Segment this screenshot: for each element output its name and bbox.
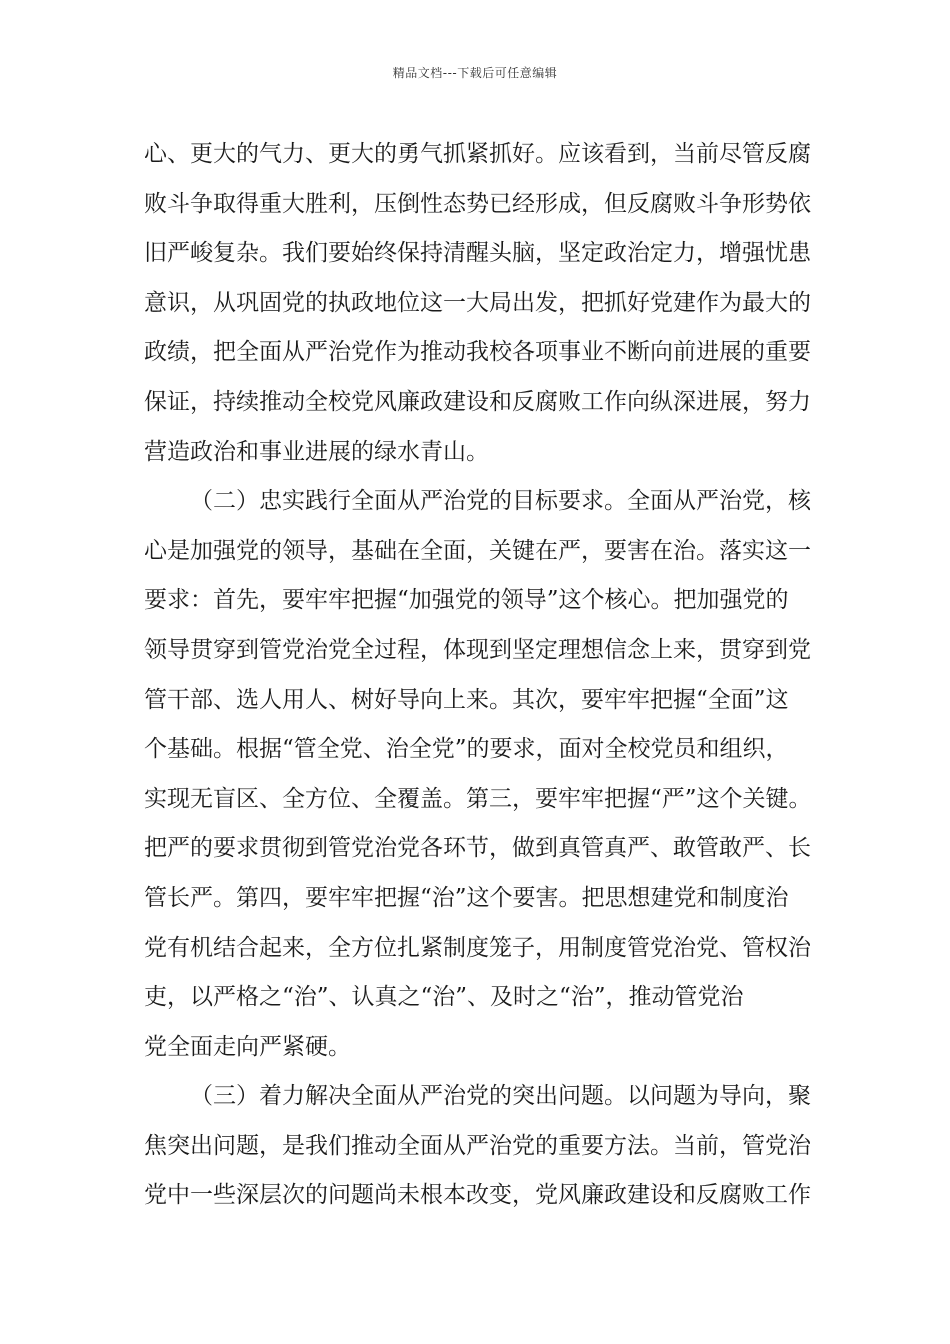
- text-line: 心是加强党的领导，基础在全面，关键在严，要害在治。落实这一: [144, 537, 811, 564]
- text-line: 要求：首先，要牢牢把握“加强党的领导”这个核心。把加强党的: [144, 587, 789, 614]
- text-line: 意识，从巩固党的执政地位这一大局出发，把抓好党建作为最大的: [144, 289, 811, 316]
- paragraph: [144, 477, 834, 1072]
- text-line: （三）着力解决全面从严治党的突出问题。以问题为导向，聚: [190, 1083, 811, 1110]
- text-line: 党全面走向严紧硬。: [144, 1033, 351, 1060]
- text-line: （二）忠实践行全面从严治党的目标要求。全面从严治党，核: [190, 488, 811, 515]
- text-line: 党有机结合起来，全方位扎紧制度笼子，用制度管党治党、管权治: [144, 934, 811, 961]
- text-line: 败斗争取得重大胜利，压倒性态势已经形成，但反腐败斗争形势依: [144, 190, 811, 217]
- text-line: 旧严峻复杂。我们要始终保持清醒头脑，坚定政治定力，增强忧患: [144, 240, 811, 267]
- paragraph: [144, 130, 834, 477]
- text-line: 吏，以严格之“治”、认真之“治”、及时之“治”，推动管党治: [144, 984, 744, 1011]
- text-line: 把严的要求贯彻到管党治党各环节，做到真管真严、敢管敢严、长: [144, 835, 811, 862]
- text-line: 个基础。根据“管全党、治全党”的要求，面对全校党员和组织，: [144, 736, 789, 763]
- text-line: 政绩，把全面从严治党作为推动我校各项事业不断向前进展的重要: [144, 339, 811, 366]
- text-line: 营造政治和事业进展的绿水青山。: [144, 438, 489, 465]
- text-line: 领导贯穿到管党治党全过程，体现到坚定理想信念上来，贯穿到党: [144, 636, 811, 663]
- page-header: 精品文档---下载后可任意编辑: [392, 66, 558, 80]
- paragraph: [144, 1072, 834, 1221]
- text-line: 保证，持续推动全校党风廉政建设和反腐败工作向纵深进展，努力: [144, 388, 811, 415]
- document-body: [144, 130, 834, 1221]
- text-line: 焦突出问题，是我们推动全面从严治党的重要方法。当前，管党治: [144, 1132, 811, 1159]
- text-line: 管干部、选人用人、树好导向上来。其次，要牢牢把握“全面”这: [144, 686, 789, 713]
- text-line: 心、更大的气力、更大的勇气抓紧抓好。应该看到，当前尽管反腐: [144, 141, 811, 167]
- text-line: 实现无盲区、全方位、全覆盖。第三，要牢牢把握“严”这个关键。: [144, 785, 812, 812]
- text-line: 管长严。第四，要牢牢把握“治”这个要害。把思想建党和制度治: [144, 884, 789, 911]
- text-line: 党中一些深层次的问题尚未根本改变，党风廉政建设和反腐败工作: [144, 1182, 811, 1209]
